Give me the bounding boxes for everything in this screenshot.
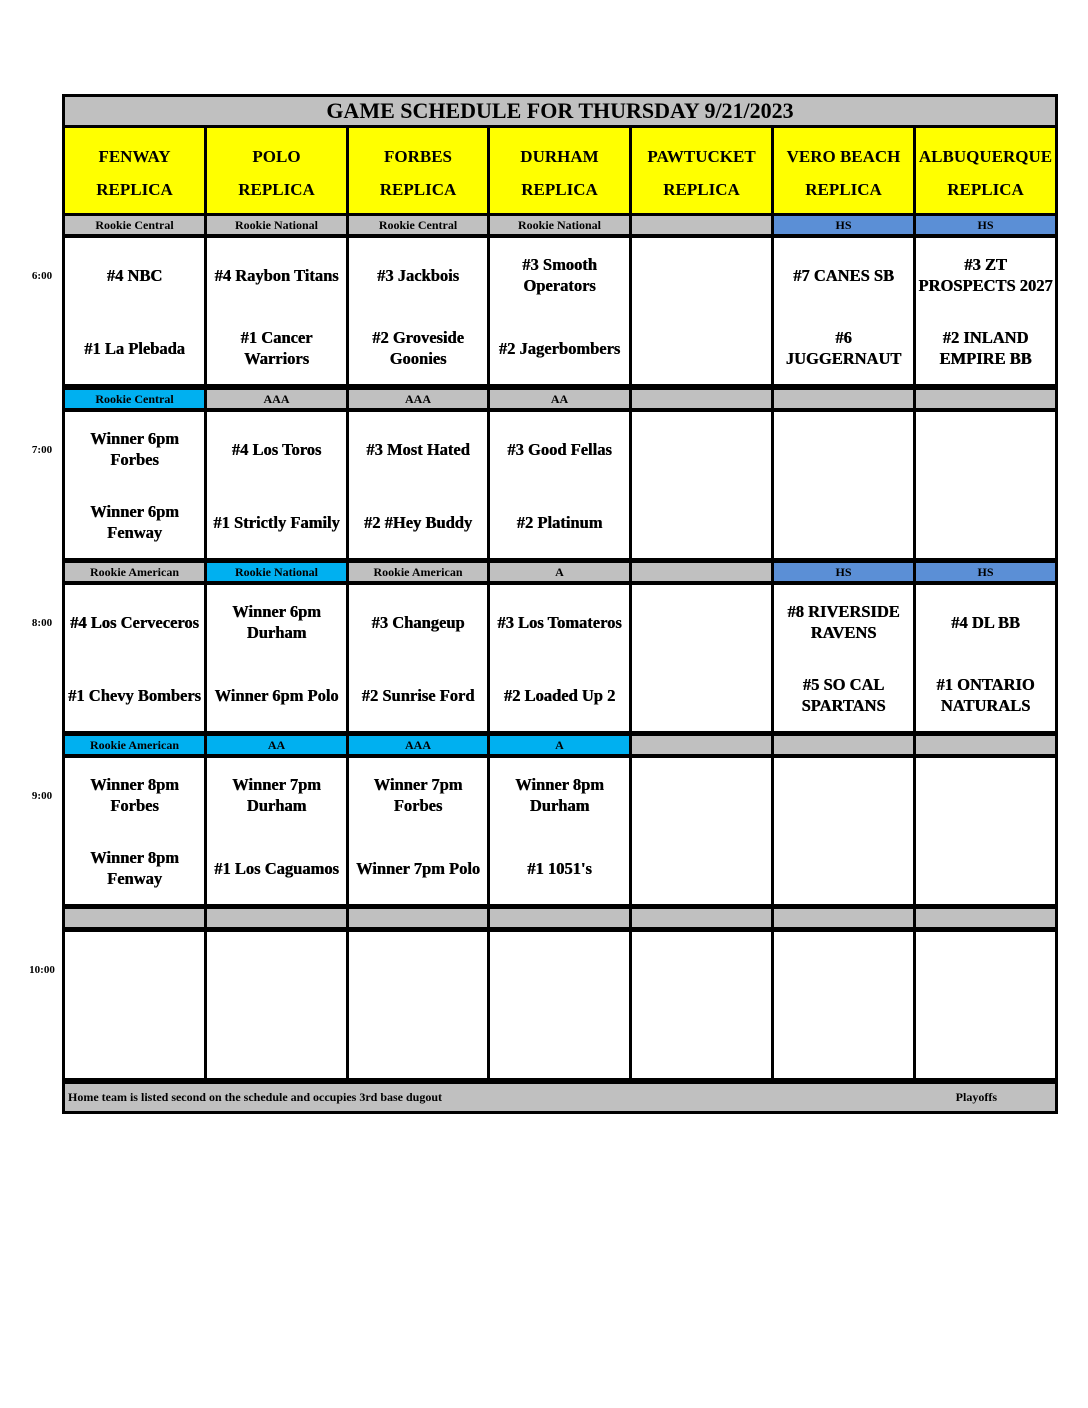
footer-playoffs: Playoffs bbox=[955, 1090, 997, 1104]
game-cell bbox=[490, 238, 629, 384]
division-label bbox=[774, 909, 913, 927]
game-cell bbox=[65, 238, 204, 384]
footer-note: Home team is listed second on the schedule and occupies 3rd base dugout bbox=[68, 1090, 443, 1104]
home-team: #1 Chevy Bombers bbox=[68, 685, 201, 705]
field-name: DURHAM bbox=[520, 147, 599, 166]
game-cell bbox=[349, 238, 487, 384]
home-team: #2 Jagerbombers bbox=[498, 338, 621, 358]
home-team bbox=[774, 833, 913, 904]
game-cell bbox=[349, 758, 487, 904]
division-label: AAA bbox=[207, 390, 346, 408]
division-label: AA bbox=[490, 390, 629, 408]
division-label: AA bbox=[207, 736, 346, 754]
field-header bbox=[349, 128, 487, 213]
home-team: #2 #Hey Buddy bbox=[363, 512, 473, 532]
game-cell bbox=[632, 238, 771, 384]
schedule-table bbox=[62, 94, 1058, 1114]
division-label: Rookie American bbox=[65, 736, 204, 754]
game-cell bbox=[632, 585, 771, 731]
away-team: #7 CANES SB bbox=[793, 265, 894, 285]
game-cell bbox=[349, 932, 487, 1078]
division-label: Rookie National bbox=[207, 563, 346, 581]
game-cell bbox=[65, 585, 204, 731]
home-team: #2 Platinum bbox=[516, 512, 603, 532]
away-team: Winner 7pm Forbes bbox=[373, 775, 463, 816]
field-name: PAWTUCKET bbox=[647, 147, 756, 166]
division-label: Rookie National bbox=[490, 216, 629, 234]
away-team: #4 Los Toros bbox=[231, 439, 322, 459]
away-team: Winner 8pm Durham bbox=[515, 775, 604, 816]
away-team: Winner 6pm Durham bbox=[232, 602, 321, 643]
away-team bbox=[774, 932, 913, 1007]
division-label: A bbox=[490, 563, 629, 581]
home-team bbox=[632, 1007, 771, 1078]
game-cell bbox=[490, 758, 629, 904]
away-team bbox=[632, 412, 771, 487]
game-cell bbox=[490, 932, 629, 1078]
game-cell bbox=[916, 238, 1055, 384]
home-team: #1 Cancer Warriors bbox=[240, 328, 313, 369]
away-team bbox=[916, 412, 1055, 487]
field-subtitle: REPLICA bbox=[96, 180, 173, 199]
division-label: Rookie Central bbox=[65, 390, 204, 408]
division-label bbox=[207, 909, 346, 927]
division-label: HS bbox=[916, 563, 1055, 581]
game-cell bbox=[349, 412, 487, 558]
home-team: #2 INLAND EMPIRE BB bbox=[939, 328, 1032, 369]
home-team bbox=[632, 833, 771, 904]
home-team bbox=[916, 833, 1055, 904]
division-label bbox=[774, 736, 913, 754]
home-team: #1 Strictly Family bbox=[213, 512, 340, 532]
division-label: A bbox=[490, 736, 629, 754]
away-team bbox=[349, 932, 487, 1007]
home-team: #1 1051's bbox=[527, 858, 592, 878]
division-label bbox=[774, 390, 913, 408]
time-label: 6:00 bbox=[31, 270, 53, 282]
home-team: Winner 6pm Polo bbox=[214, 685, 339, 705]
away-team: #8 RIVERSIDE RAVENS bbox=[787, 602, 900, 643]
away-team: #3 Most Hated bbox=[366, 439, 470, 459]
field-name: FORBES bbox=[383, 147, 453, 166]
away-team bbox=[65, 932, 204, 1007]
field-name: POLO bbox=[252, 147, 301, 166]
division-label bbox=[916, 390, 1055, 408]
game-cell bbox=[916, 412, 1055, 558]
field-header bbox=[65, 128, 204, 213]
time-label: 9:00 bbox=[31, 790, 53, 802]
division-label: Rookie American bbox=[349, 563, 487, 581]
field-subtitle: REPLICA bbox=[805, 180, 882, 199]
home-team: #6 JUGGERNAUT bbox=[785, 328, 902, 369]
game-cell bbox=[916, 758, 1055, 904]
division-label: HS bbox=[774, 216, 913, 234]
home-team bbox=[349, 1007, 487, 1078]
home-team: Winner 6pm Fenway bbox=[90, 502, 179, 543]
away-team: #3 Changeup bbox=[371, 612, 465, 632]
division-label: AAA bbox=[349, 736, 487, 754]
home-team bbox=[632, 660, 771, 731]
away-team: #3 ZT PROSPECTS 2027 bbox=[918, 255, 1053, 296]
division-label bbox=[916, 736, 1055, 754]
division-label: HS bbox=[916, 216, 1055, 234]
away-team bbox=[207, 932, 346, 1007]
division-label bbox=[632, 216, 771, 234]
home-team: #2 Loaded Up 2 bbox=[503, 685, 616, 705]
home-team bbox=[65, 1007, 204, 1078]
game-cell bbox=[632, 932, 771, 1078]
game-cell bbox=[916, 585, 1055, 731]
field-subtitle: REPLICA bbox=[521, 180, 598, 199]
game-cell bbox=[207, 238, 346, 384]
time-label: 10:00 bbox=[29, 964, 55, 976]
home-team: #5 SO CAL SPARTANS bbox=[801, 675, 886, 716]
field-header bbox=[490, 128, 629, 213]
away-team: Winner 6pm Forbes bbox=[90, 429, 179, 470]
game-cell bbox=[774, 932, 913, 1078]
home-team: #1 Los Caguamos bbox=[214, 858, 339, 878]
home-team: Winner 8pm Fenway bbox=[90, 848, 179, 889]
home-team bbox=[632, 313, 771, 384]
field-subtitle: REPLICA bbox=[947, 180, 1024, 199]
field-subtitle: REPLICA bbox=[379, 180, 457, 199]
field-name: ALBUQUERQUE bbox=[918, 147, 1053, 166]
division-label bbox=[916, 909, 1055, 927]
time-label: 7:00 bbox=[31, 444, 53, 456]
home-team: #1 La Plebada bbox=[84, 338, 185, 358]
division-label bbox=[632, 390, 771, 408]
division-label bbox=[632, 909, 771, 927]
away-team bbox=[632, 932, 771, 1007]
away-team: #3 Jackbois bbox=[376, 265, 460, 285]
division-label: Rookie Central bbox=[349, 216, 487, 234]
home-team bbox=[916, 487, 1055, 558]
field-header bbox=[632, 128, 771, 213]
game-cell bbox=[774, 412, 913, 558]
field-header bbox=[916, 128, 1055, 213]
away-team bbox=[916, 932, 1055, 1007]
game-cell bbox=[490, 585, 629, 731]
game-cell bbox=[65, 412, 204, 558]
game-cell bbox=[65, 758, 204, 904]
away-team: #4 DL BB bbox=[951, 612, 1020, 632]
away-team bbox=[632, 238, 771, 313]
away-team bbox=[632, 758, 771, 833]
home-team bbox=[916, 1007, 1055, 1078]
field-subtitle: REPLICA bbox=[238, 180, 315, 199]
game-cell bbox=[207, 412, 346, 558]
game-cell bbox=[207, 585, 346, 731]
home-team: #1 ONTARIO NATURALS bbox=[936, 675, 1035, 716]
away-team bbox=[774, 412, 913, 487]
game-cell bbox=[65, 932, 204, 1078]
game-cell bbox=[774, 758, 913, 904]
game-cell bbox=[774, 585, 913, 731]
field-header bbox=[774, 128, 913, 213]
away-team: Winner 7pm Durham bbox=[232, 775, 321, 816]
away-team: #4 NBC bbox=[106, 265, 163, 285]
division-label: AAA bbox=[349, 390, 487, 408]
division-label: Rookie Central bbox=[65, 216, 204, 234]
division-label: Rookie National bbox=[207, 216, 346, 234]
field-name: VERO BEACH bbox=[786, 147, 901, 166]
game-cell bbox=[490, 412, 629, 558]
game-cell bbox=[632, 758, 771, 904]
home-team bbox=[774, 487, 913, 558]
division-label: HS bbox=[774, 563, 913, 581]
field-subtitle: REPLICA bbox=[663, 180, 740, 199]
away-team bbox=[490, 932, 629, 1007]
away-team: #4 Los Cerveceros bbox=[70, 612, 199, 632]
home-team bbox=[774, 1007, 913, 1078]
division-label bbox=[349, 909, 487, 927]
away-team bbox=[632, 585, 771, 660]
home-team: #2 Groveside Goonies bbox=[372, 328, 464, 369]
field-header bbox=[207, 128, 346, 213]
home-team bbox=[490, 1007, 629, 1078]
away-team bbox=[774, 758, 913, 833]
game-cell bbox=[349, 585, 487, 731]
home-team bbox=[207, 1007, 346, 1078]
home-team: Winner 7pm Polo bbox=[355, 858, 481, 878]
home-team bbox=[632, 487, 771, 558]
away-team: #3 Good Fellas bbox=[507, 439, 612, 459]
division-label bbox=[490, 909, 629, 927]
division-label bbox=[632, 563, 771, 581]
away-team: #3 Smooth Operators bbox=[522, 255, 597, 296]
division-label: Rookie American bbox=[65, 563, 204, 581]
field-name: FENWAY bbox=[98, 147, 171, 166]
division-label bbox=[65, 909, 204, 927]
game-cell bbox=[916, 932, 1055, 1078]
time-label: 8:00 bbox=[31, 617, 53, 629]
away-team bbox=[916, 758, 1055, 833]
game-cell bbox=[632, 412, 771, 558]
home-team: #2 Sunrise Ford bbox=[361, 685, 475, 705]
schedule-title: GAME SCHEDULE FOR THURSDAY 9/21/2023 bbox=[65, 97, 1055, 125]
division-label bbox=[632, 736, 771, 754]
footer-bar bbox=[65, 1084, 1055, 1111]
away-team: Winner 8pm Forbes bbox=[90, 775, 179, 816]
game-cell bbox=[774, 238, 913, 384]
game-cell bbox=[207, 932, 346, 1078]
away-team: #3 Los Tomateros bbox=[497, 612, 622, 632]
game-cell bbox=[207, 758, 346, 904]
away-team: #4 Raybon Titans bbox=[214, 265, 339, 285]
